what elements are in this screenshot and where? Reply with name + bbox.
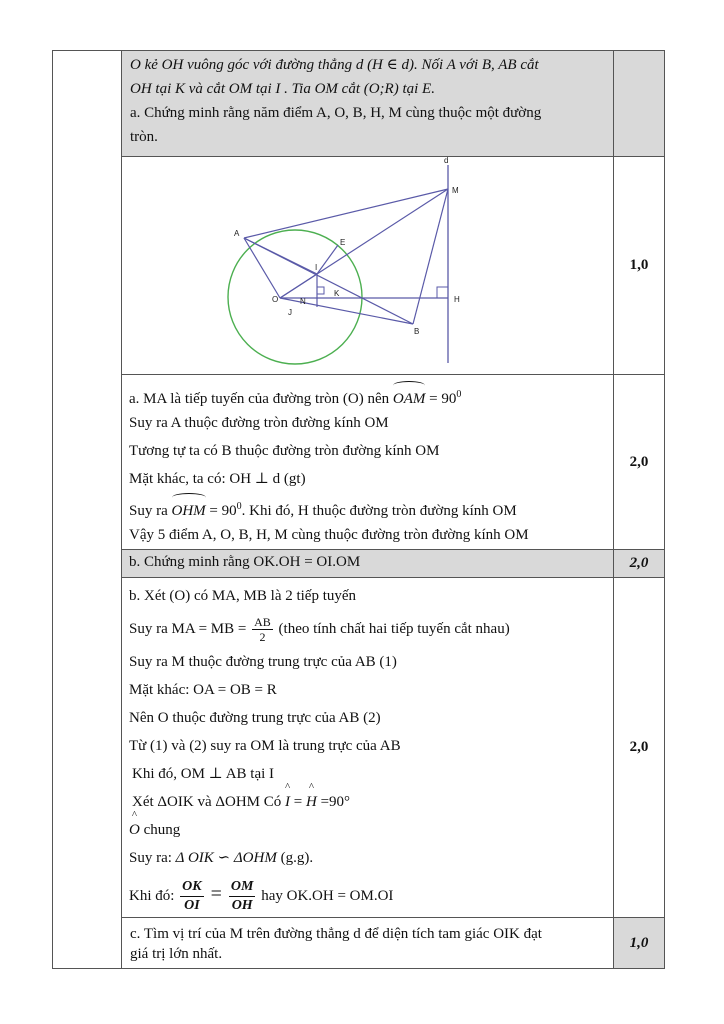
figure-cell (122, 157, 614, 375)
intro-line-1: O kẻ OH vuông góc với đường thẳng d (H ∈ d). Nối A với B, AB cắt (130, 57, 539, 73)
part-a-line-4: Mặt khác, ta có: OH ⊥ d (gt) (129, 471, 306, 487)
problem-score-cell (614, 51, 665, 157)
part-b-line-9: ^ O chung (129, 809, 181, 838)
part-c-question (122, 918, 614, 969)
part-a-line-3: Tương tự ta có B thuộc đường tròn đường kính OM (129, 443, 440, 459)
part-b-line-1: b. Xét (O) có MA, MB là 2 tiếp tuyến (129, 588, 357, 604)
part-b-line-3: Suy ra M thuộc đường trung trực của AB (1) (129, 654, 397, 670)
label-j: J (288, 308, 292, 317)
problem-statement (122, 51, 614, 157)
intro-line-2: OH tại K và cắt OM tại I . Tia OM cắt (O;R) tại E. (130, 81, 435, 97)
part-b-line-6: Từ (1) và (2) suy ra OM là trung trực của AB (129, 738, 401, 754)
label-h: H (454, 295, 460, 304)
label-k: K (334, 289, 340, 298)
part-a-line-5: Suy ra OHM = $90^0$. Khi đó, H thuộc đường tròn đường kính OM (122, 493, 613, 521)
part-a-line-1: a. MA là tiếp tuyến của đường tròn (O) nên OAM = $90^0$ (122, 381, 613, 409)
label-b: B (414, 327, 420, 336)
part-b-header-score: 2,0 (614, 550, 665, 578)
part-c-line-1: c. Tìm vị trí của M trên đường thẳng d để diện tích tam giác OIK đạt (130, 926, 542, 942)
label-i: I (315, 263, 318, 272)
part-a-answer (122, 375, 614, 550)
part-b-line-10: Suy ra: Δ OIK ∽ ΔOHM (g.g). (129, 850, 314, 866)
label-n: N (300, 297, 306, 306)
geometry-figure (122, 157, 612, 369)
part-a-question-1: a. Chứng minh rằng năm điểm A, O, B, H, M cùng thuộc một đường (130, 105, 542, 121)
part-a-score: 2,0 (614, 375, 665, 550)
part-c-score: 1,0 (614, 918, 665, 969)
left-margin-cell (53, 51, 122, 969)
part-b-line-5: Nên O thuộc đường trung trực của AB (2) (129, 710, 381, 726)
part-b-line-11: Khi đó: $\frac{OK}{OI}$ = $\frac{OM}{OH}$ hay OK.OH = OM.OI (129, 879, 394, 914)
circle-o (228, 230, 362, 364)
label-e: E (340, 238, 346, 247)
label-d: d (444, 157, 449, 165)
label-o: O (272, 295, 279, 304)
part-b-header: b. Chứng minh rằng OK.OH = OI.OM (122, 550, 614, 578)
part-a-line-6: Vậy 5 điểm A, O, B, H, M cùng thuộc đường tròn đường kính OM (129, 527, 529, 543)
part-b-line-4: Mặt khác: OA = OB = R (129, 682, 277, 698)
part-b-answer (122, 578, 614, 918)
part-b-line-8: Xét ΔOIK và ΔOHM Có ^ I = ^ H =90° (132, 781, 351, 810)
label-a: A (234, 229, 240, 238)
label-m: M (452, 186, 459, 195)
part-b-line-2: Suy ra MA = MB = $\frac{AB}{2}$ (theo tính chất hai tiếp tuyến cắt nhau) (129, 615, 510, 645)
part-b-score: 2,0 (614, 578, 665, 918)
part-a-line-2: Suy ra A thuộc đường tròn đường kính OM (129, 415, 389, 431)
solution-table (52, 50, 665, 969)
part-b-line-7: Khi đó, OM ⊥ AB tại I (132, 766, 275, 782)
part-c-line-2: giá trị lớn nhất. (130, 946, 223, 962)
figure-score: 1,0 (614, 157, 665, 375)
part-a-question-2: tròn. (130, 129, 158, 145)
